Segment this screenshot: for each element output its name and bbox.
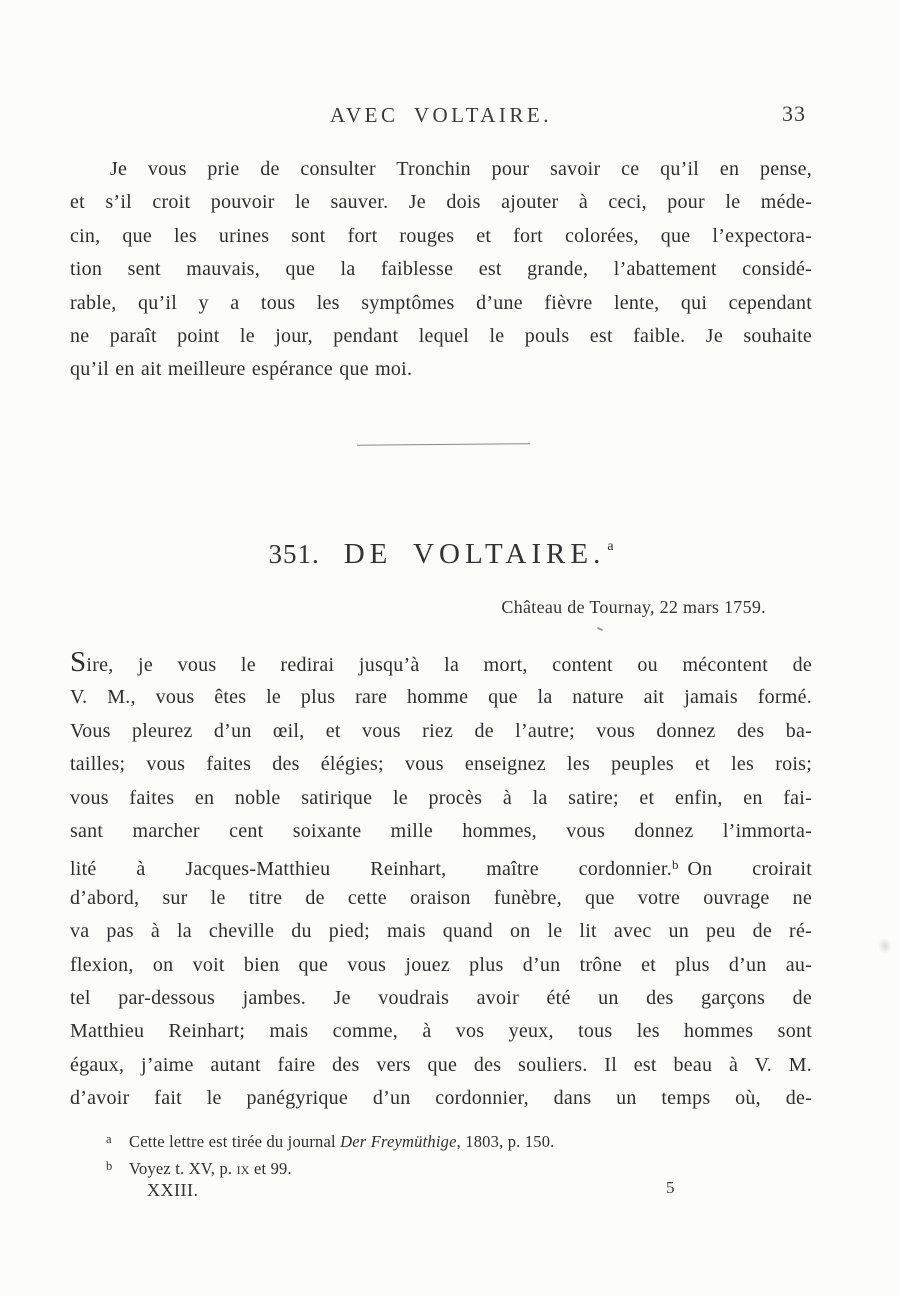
drop-cap: S: [70, 648, 87, 678]
letter-number: 351.: [268, 539, 320, 569]
letter-line: va pas à la cheville du pied; mais quand on le lit avec un peu de ré-: [70, 920, 812, 943]
running-header-title: AVEC VOLTAIRE.: [330, 103, 552, 127]
letter-line: sant marcher cent soixante mille hommes, vous donnez l’immorta-: [70, 819, 812, 842]
footnote-marker-b: b: [106, 1159, 113, 1173]
letter-line: d’abord, sur le titre de cette oraison funèbre, que votre ouvrage ne: [70, 886, 812, 909]
footnotes: [106, 1127, 812, 1181]
scan-artifact: [597, 627, 603, 631]
paragraph-line: et s’il croit pouvoir le sauver. Je dois ajouter à ceci, pour le méde-: [70, 191, 812, 214]
letter-line: [70, 848, 812, 881]
footnote-b: [106, 1154, 812, 1181]
letter-line: tel par-dessous jambes. Je voudrais avoir été un des garçons de: [70, 986, 812, 1009]
letter-body: [70, 648, 812, 1115]
letter-line: d’avoir fait le panégyrique d’un cordonnier, dans un temps où, de-: [70, 1087, 812, 1110]
letter-line: tailles; vous faites des élégies; vous enseignez les peuples et les rois;: [70, 753, 812, 776]
letter-line: vous faites en noble satirique le procès à la satire; et enfin, en fai-: [70, 786, 812, 809]
letter-line-text: lité à Jacques-Matthieu Reinhart, maître cordonnier.: [70, 858, 672, 881]
footnote-ref-a: a: [607, 539, 614, 554]
section-divider: [357, 443, 530, 446]
footnote-text: Voyez t. XV, p.: [129, 1159, 237, 1178]
footnote-ref-b: b: [671, 857, 679, 873]
footnote-page-roman: ix: [236, 1159, 250, 1178]
letter-line: égaux, j’aime autant faire des vers que des souliers. Il est beau à V. M.: [70, 1053, 812, 1076]
paragraph-line: rable, qu’il y a tous les symptômes d’une fièvre lente, qui cependant: [70, 291, 812, 314]
paragraph-line: cin, que les urines sont fort rouges et fort colorées, que l’expectora-: [70, 224, 812, 247]
previous-letter-paragraph: [70, 153, 812, 387]
footnote-text: Cette lettre est tirée du journal: [129, 1132, 341, 1151]
letter-line: flexion, on voit bien que vous jouez plus d’un trône et plus d’un au-: [70, 953, 812, 976]
paragraph-line: ne paraît point le jour, pendant lequel le pouls est faible. Je souhaite: [70, 324, 812, 347]
footnote-text: , 1803, p. 150.: [456, 1132, 555, 1151]
footnote-work-title: Der Freymüthige: [340, 1132, 457, 1151]
letter-line: Vous pleurez d’un œil, et vous riez de l’autre; vous donnez des ba-: [70, 719, 812, 742]
paragraph-line: qu’il en ait meilleure espérance que moi.: [70, 358, 413, 381]
volume-number: XXIII.: [147, 1180, 199, 1200]
letter-title: DE VOLTAIRE.: [343, 538, 606, 570]
page-number: 33: [782, 101, 806, 126]
scan-artifact: [878, 938, 892, 954]
paragraph-line: tion sent mauvais, que la faiblesse est grande, l’abattement considé-: [70, 258, 812, 281]
footnote-text: et 99.: [249, 1159, 292, 1178]
footnote-marker-a: a: [106, 1132, 112, 1146]
footnote-a: [106, 1127, 812, 1154]
letter-line-text: ire, je vous le redirai jusqu’à la mort, content ou mécontent de: [86, 654, 812, 676]
signature-mark: 5: [666, 1178, 675, 1197]
letter-line: [70, 648, 812, 681]
paragraph-line: Je vous prie de consulter Tronchin pour savoir ce qu’il en pense,: [110, 158, 812, 180]
dateline: Château de Tournay, 22 mars 1759.: [501, 597, 766, 617]
letter-line: Matthieu Reinhart; mais comme, à vos yeux, tous les hommes sont: [70, 1020, 812, 1043]
letter-line: V. M., vous êtes le plus rare homme que la nature ait jamais formé.: [70, 686, 812, 709]
letter-line-text: On croirait: [687, 858, 812, 881]
letter-heading: [70, 538, 812, 571]
